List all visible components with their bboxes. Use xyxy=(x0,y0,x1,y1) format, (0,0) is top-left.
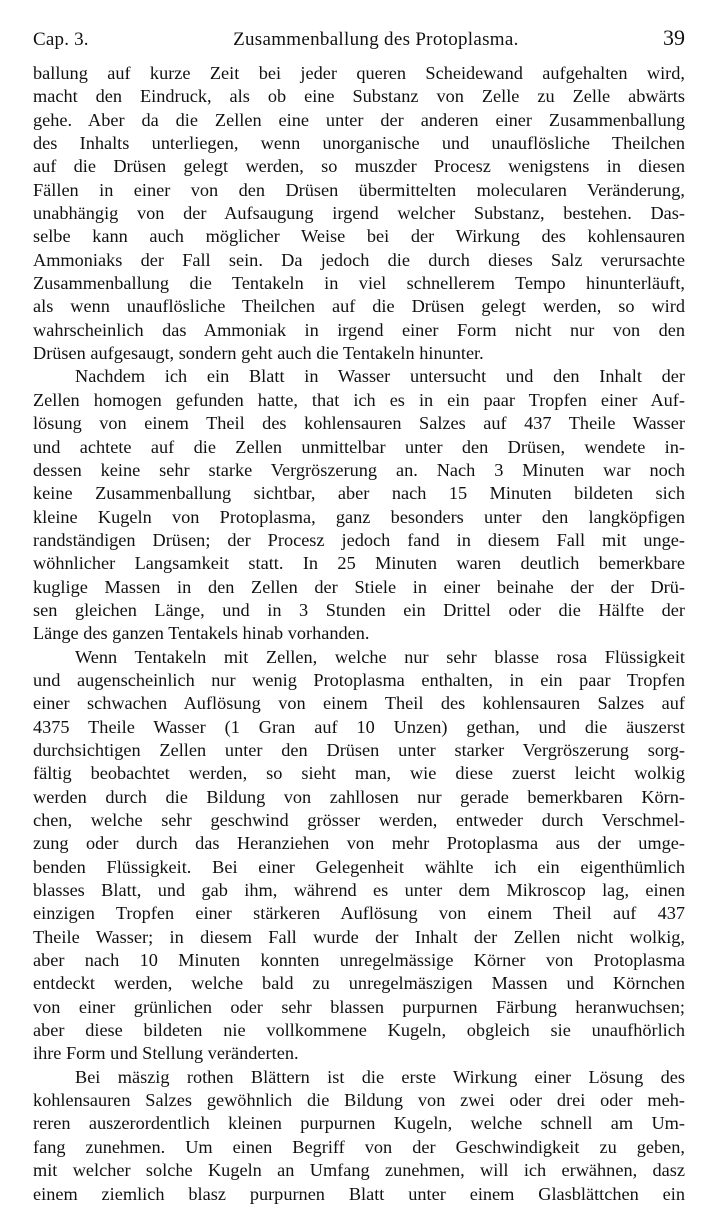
page-number: 39 xyxy=(662,25,685,50)
text-line: Ammoniaks der Fall sein. Da jedoch die durch dieses Salz verursachte xyxy=(33,249,685,270)
text-line: ballung auf kurze Zeit bei jeder queren Scheidewand aufgehalten wird, xyxy=(33,63,685,83)
paragraph xyxy=(33,365,685,645)
text-line: keine Zusammenballung sichtbar, aber nach 15 Minuten bildeten sich xyxy=(33,483,685,504)
text-line: sen gleichen Länge, und in 3 Stunden ein Drittel oder die Hälfte der xyxy=(33,599,685,620)
text-line: kleine Kugeln von Protoplasma, ganz besonders unter den langköpfigen xyxy=(33,506,685,527)
text-line: ihre Form und Stellung veränderten. xyxy=(33,1043,299,1064)
text-line: werden durch die Bildung von zahllosen nur gerade bemerkbaren Körn- xyxy=(33,786,685,807)
text-line: Länge des ganzen Tentakels hinab vorhanden. xyxy=(33,623,370,644)
text-line: Zusammenballung die Tentakeln in viel schnellerem Tempo hinunterläuft, xyxy=(33,273,685,294)
text-line: durchsichtigen Zellen unter den Drüsen unter starker Vergröszerung sorg- xyxy=(33,739,685,760)
text-line: lösung von einem Theil des kohlensauren Salzes auf 437 Theile Wasser xyxy=(33,413,685,434)
text-line: auf die Drüsen gelegt werden, so muszder Procesz wenigstens in diesen xyxy=(33,156,685,177)
page-header xyxy=(33,26,685,62)
text-line: mit welcher solche Kugeln an Umfang zunehmen, will ich erwähnen, dasz xyxy=(33,1160,685,1181)
text-line: aber nach 10 Minuten konnten unregelmässige Körner von Protoplasma xyxy=(33,950,685,971)
text-line: zung oder durch das Heranziehen von mehr Protoplasma aus der umge- xyxy=(33,833,685,854)
text-line: einzigen Tropfen einer stärkeren Auflösung von einem Theil auf 437 xyxy=(33,903,685,924)
running-title: Zusammenballung des Protoplasma. xyxy=(233,29,519,50)
text-line: macht den Eindruck, als ob eine Substanz von Zelle zu Zelle abwärts xyxy=(33,86,685,107)
text-line: wöhnlicher Langsamkeit statt. In 25 Minuten waren deutlich bemerkbare xyxy=(33,553,685,574)
text-line: entdeckt werden, welche bald zu unregelmäszigen Massen und Körnchen xyxy=(33,973,685,994)
text-line: chen, welche sehr geschwind grösser werden, entweder durch Verschmel- xyxy=(33,810,685,830)
paragraph xyxy=(33,62,685,365)
text-line: des Inhalts unterliegen, wenn unorganische und unauflösliche Theilchen xyxy=(33,133,685,154)
chapter-label: Cap. 3. xyxy=(33,29,89,50)
paragraph xyxy=(33,1066,685,1206)
text-line: und augenscheinlich nur wenig Protoplasma enthalten, in ein paar Tropfen xyxy=(33,669,685,690)
text-line: Wenn Tentakeln mit Zellen, welche nur sehr blasse rosa Flüssigkeit xyxy=(75,646,685,667)
text-line: einem ziemlich blasz purpurnen Blatt unter einem Glasblättchen ein xyxy=(33,1183,685,1204)
text-line: Nachdem ich ein Blatt in Wasser untersucht und den Inhalt der xyxy=(75,366,685,387)
text-line: unabhängig von der Aufsaugung irgend welcher Substanz, bestehen. Das- xyxy=(33,203,685,224)
text-line: blasses Blatt, und gab ihm, während es unter dem Mikroscop lag, einen xyxy=(33,880,685,901)
text-line: Drüsen aufgesaugt, sondern geht auch die Tentakeln hinunter. xyxy=(33,343,484,364)
text-line: kuglige Massen in den Zellen der Stiele in einer beinahe der der Drü- xyxy=(33,576,685,597)
text-line: Bei mäszig rothen Blättern ist die erste Wirkung einer Lösung des xyxy=(75,1066,685,1087)
text-line: und achtete auf die Zellen unmittelbar unter den Drüsen, wendete in- xyxy=(33,436,685,457)
text-line: fang zunehmen. Um einen Begriff von der Geschwindigkeit zu geben, xyxy=(33,1136,685,1157)
paragraph xyxy=(33,646,685,1066)
text-line: randständigen Drüsen; der Procesz jedoch fand in diesem Fall mit unge- xyxy=(33,529,685,550)
text-line: 4375 Theile Wasser (1 Gran auf 10 Unzen) gethan, und die äuszerst xyxy=(33,716,685,737)
text-line: einer schwachen Auflösung von einem Theil des kohlensauren Salzes auf xyxy=(33,693,685,714)
text-line: Theile Wasser; in diesem Fall wurde der Inhalt der Zellen nicht wolkig, xyxy=(33,926,685,947)
text-line: selbe kann auch möglicher Weise bei der Wirkung des kohlensauren xyxy=(33,226,685,247)
text-line: wahrscheinlich das Ammoniak in irgend einer Form nicht nur von den xyxy=(33,319,685,340)
text-line: von einer grünlichen oder sehr blassen purpurnen Färbung heranwuchsen; xyxy=(33,996,685,1017)
text-line: reren auszerordentlich kleinen purpurnen Kugeln, welche schnell am Um- xyxy=(33,1113,685,1134)
text-line: fältig beobachtet werden, so sieht man, wie diese zuerst leicht wolkig xyxy=(33,763,685,784)
text-line: dessen keine sehr starke Vergröszerung an. Nach 3 Minuten war noch xyxy=(33,459,685,480)
text-line: kohlensauren Salzes gewöhnlich die Bildung von zwei oder drei oder meh- xyxy=(33,1090,685,1111)
text-line: Zellen homogen gefunden hatte, that ich es in ein paar Tropfen einer Auf- xyxy=(33,389,685,410)
text-line: gehe. Aber da die Zellen eine unter der anderen einer Zusammenballung xyxy=(33,109,685,130)
text-line: Fällen in einer von den Drüsen übermittelten molecularen Veränderung, xyxy=(33,179,685,200)
text-line: benden Flüssigkeit. Bei einer Gelegenheit wählte ich ein eigenthümlich xyxy=(33,856,685,877)
text-line: aber diese bildeten nie vollkommene Kugeln, obgleich sie unaufhörlich xyxy=(33,1020,685,1041)
body-text xyxy=(33,62,685,1206)
text-line: als wenn unauflösliche Theilchen auf die Drüsen gelegt werden, so wird xyxy=(33,296,685,317)
